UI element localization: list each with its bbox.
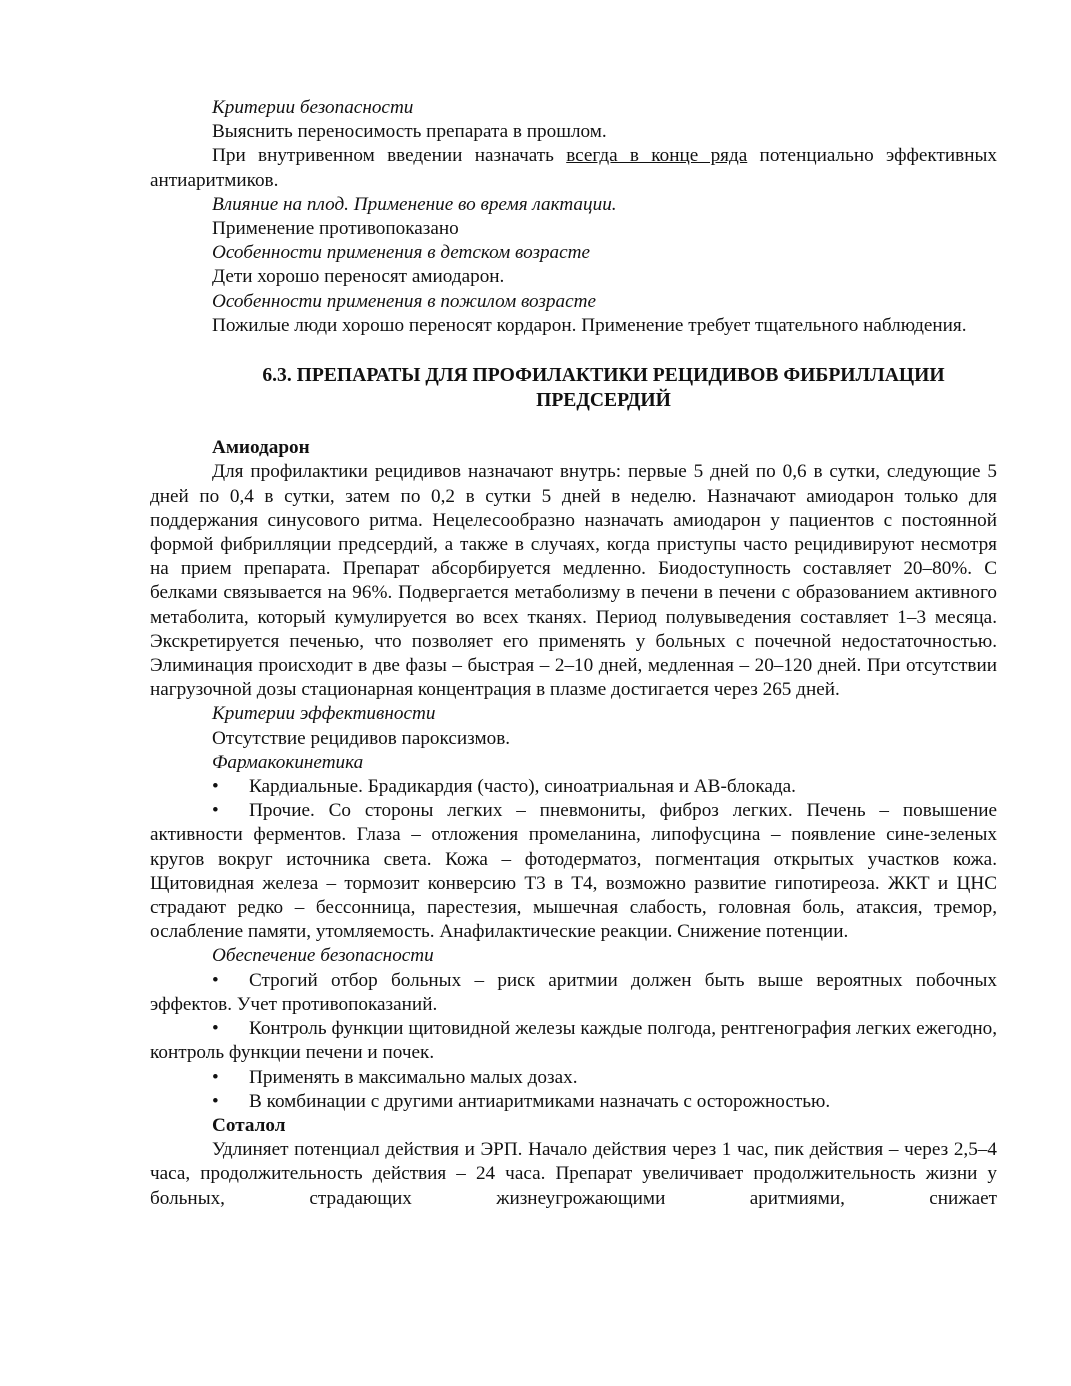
document-page (150, 96, 997, 1211)
safety-bullet-item (150, 1066, 997, 1090)
efficacy-heading: Критерии эффективности (212, 703, 436, 725)
bullet-icon: • (212, 800, 219, 822)
bullet-icon: • (212, 776, 219, 798)
section-title-line-2: ПРЕДСЕРДИЙ (536, 389, 671, 411)
bullet-icon: • (212, 1090, 219, 1112)
pk-bullet-text: Кардиальные. Брадикардия (часто), синоатриальная и АВ-блокада. (249, 776, 796, 798)
section-title-line-1: 6.3. ПРЕПАРАТЫ ДЛЯ ПРОФИЛАКТИКИ РЕЦИДИВОВ ФИБРИЛЛАЦИИ (262, 365, 945, 387)
pharmacokinetics-heading: Фармакокинетика (212, 751, 364, 773)
children-text: Дети хорошо переносят амиодарон. (212, 266, 505, 288)
amiodarone-title: Амиодарон (212, 437, 310, 459)
safety-p2-end: потенциально эффективных антиаритмиков. (150, 145, 997, 191)
safety-paragraph-2 (150, 144, 997, 192)
safety-bullet-text: Применять в максимально малых дозах. (249, 1066, 578, 1088)
safety-bullet-item (150, 1017, 997, 1065)
safety-paragraph-1: Выяснить переносимость препарата в прошлом. (212, 121, 607, 143)
safety-bullet-text: Контроль функции щитовидной железы каждые полгода, рентгенография легких ежегодно, контроль функции печени и почек. (150, 1018, 997, 1064)
safety-bullet-text: Строгий отбор больных – риск аритмии должен быть выше вероятных побочных эффектов. Учет противопоказаний. (150, 969, 997, 1015)
children-heading: Особенности применения в детском возрасте (212, 242, 591, 264)
pk-bullet-item (150, 775, 997, 799)
section-title (150, 364, 997, 413)
pk-bullet-item (150, 799, 997, 944)
sotalol-text: Удлиняет потенциал действия и ЭРП. Начало действия через 1 час, пик действия – через 2,5–4 часа, продолжительность действия – 24 часа. Препарат увеличивает продолжительность жизни у больных, страдающих жизнеугрожающими аритмиями, снижает (150, 1139, 997, 1209)
safety-p2-start: При внутривенном введении назначать (212, 145, 567, 167)
amiodarone-text: Для профилактики рецидивов назначают внутрь: первые 5 дней по 0,6 в сутки, следующие 5 дней по 0,4 в сутки, затем по 0,2 в сутки 5 дней в неделю. Назначают амиодарон только для поддержания синусового ритма. Нецелесообразно назначать амиодарон у пациентов с постоянной формой фибрилляции предсердий, а также в случаях, когда приступы часто рецидивируют несмотря на прием препарата. Препарат абсорбируется медленно. Биодоступность составляет 20–80%. С белками связывается на 96%. Подвергается метаболизму в печени в печени с образованием активного метаболита, который кумулируется во всех тканях. Период полувыведения составляет 1–3 месяца. Экскретируется печенью, что позволяет его применять у больных с почечной недостаточностью. Элиминация происходит в две фазы – быстрая – 2–10 дней, медленная – 20–120 дней. При отсутствии нагрузочной дозы стационарная концентрация в плазме достигается через 265 дней. (150, 461, 997, 701)
safety-bullet-text: В комбинации с другими антиаритмиками назначать с осторожностью. (249, 1090, 831, 1112)
efficacy-text: Отсутствие рецидивов пароксизмов. (212, 727, 511, 749)
pregnancy-text: Применение противопоказано (212, 218, 459, 240)
pk-bullet-text: Прочие. Со стороны легких – пневмониты, фиброз легких. Печень – повышение активности ферментов. Глаза – отложения промеланина, липофусцина – появление сине-зеленых кругов вокруг источника света. Кожа – фотодерматоз, погментация открытых участков кожа. Щитовидная железа – тормозит конверсию Т3 в Т4, возможно развитие гипотиреоза. ЖКТ и ЦНС страдают редко – бессонница, парестезия, мышечная слабость, головная боль, атаксия, тремор, ослабление памяти, утомляемость. Анафилактические реакции. Снижение потенции. (150, 800, 997, 943)
safety-bullet-item (150, 969, 997, 1017)
bullet-icon: • (212, 1018, 219, 1040)
pregnancy-heading: Влияние на плод. Применение во время лактации. (212, 193, 617, 215)
safety-criteria-heading: Критерии безопасности (212, 97, 414, 118)
safety-bullet-item (150, 1090, 997, 1114)
elderly-heading: Особенности применения в пожилом возрасте (212, 290, 596, 312)
safety-p2-underlined: всегда в конце ряда (566, 145, 748, 167)
safety-assurance-heading: Обеспечение безопасности (212, 945, 434, 967)
elderly-text: Пожилые люди хорошо переносят кордарон. Применение требует тщательного наблюдения. (212, 314, 967, 336)
bullet-icon: • (212, 1066, 219, 1088)
sotalol-title: Соталол (212, 1114, 286, 1136)
bullet-icon: • (212, 969, 219, 991)
